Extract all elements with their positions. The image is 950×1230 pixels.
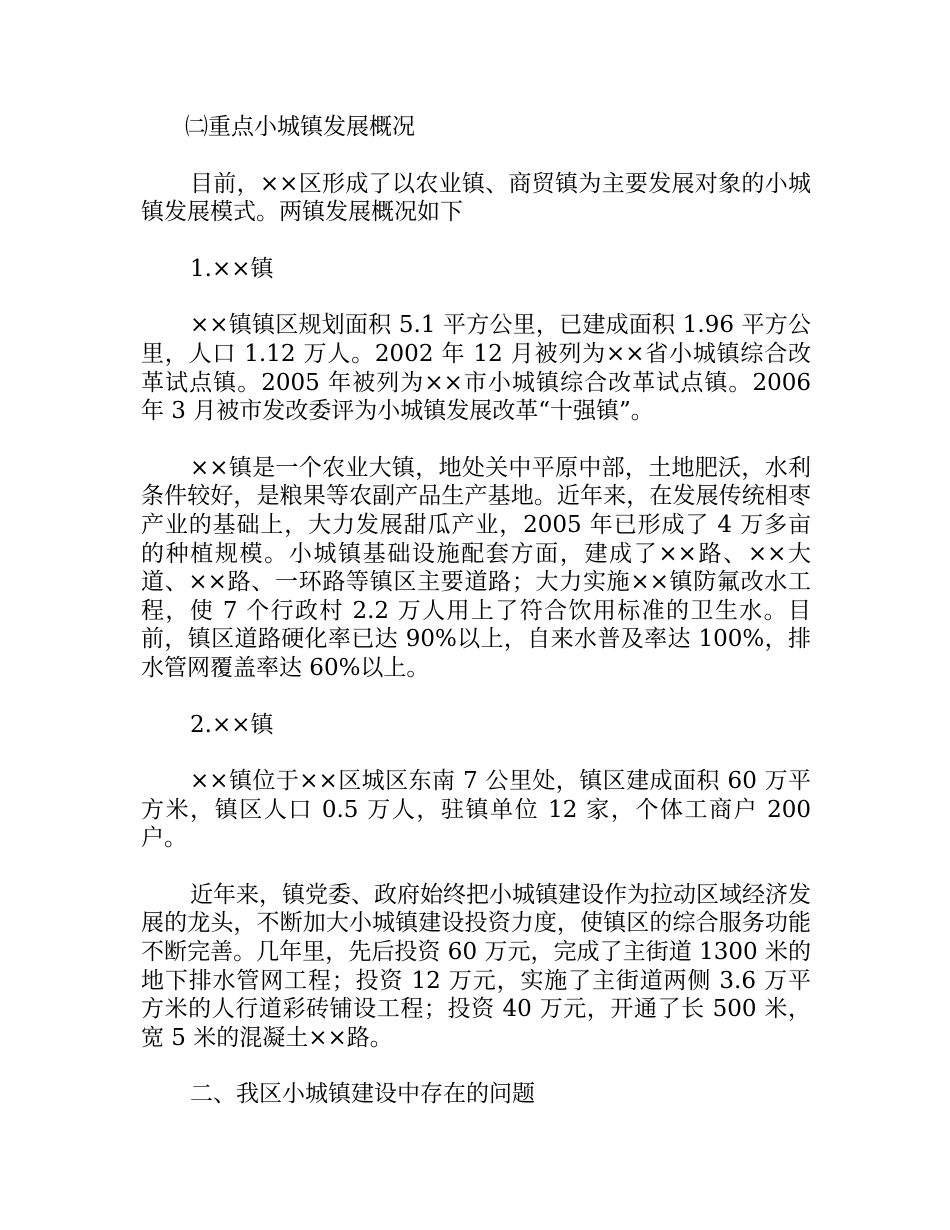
paragraph-overview: 目前，××区形成了以农业镇、商贸镇为主要发展对象的小城镇发展模式。两镇发展概况如下	[141, 170, 811, 226]
section-heading-problems: 二、我区小城镇建设中存在的问题	[190, 1081, 535, 1108]
paragraph-town-2-investment: 近年来，镇党委、政府始终把小城镇建设作为拉动区域经济发展的龙头，不断加大小城镇建设投资力度，使镇区的综合服务功能不断完善。几年里，先后投资 60 万元，完成了主街道 1300 米的地下排水管网工程；投资 12 万元，实施了主街道两侧 3.6 万平方米的人行道彩砖铺设工程；投资 40 万元，开通了长 500 米，宽 5 米的混凝土××路。	[141, 881, 811, 1051]
subheading-town-1: 1.××镇	[190, 255, 274, 282]
paragraph-town-1-agriculture: ××镇是一个农业大镇，地处关中平原中部，土地肥沃，水利条件较好，是粮果等农副产品生产基地。近年来，在发展传统相枣产业的基础上，大力发展甜瓜产业，2005 年已形成了 4 万多亩的种植规模。小城镇基础设施配套方面，建成了××路、××大道、××路、一环路等镇区主要道路；大力实施××镇防氟改水工程，使 7 个行政村 2.2 万人用上了符合饮用标准的卫生水。目前，镇区道路硬化率已达 90%以上，自来水普及率达 100%，排水管网覆盖率达 60%以上。	[141, 454, 811, 681]
subheading-town-2: 2.××镇	[190, 711, 274, 738]
paragraph-town-1-area: ××镇镇区规划面积 5.1 平方公里，已建成面积 1.96 平方公里，人口 1.12 万人。2002 年 12 月被列为××省小城镇综合改革试点镇。2005 年被列为××市小城镇综合改革试点镇。2006 年 3 月被市发改委评为小城镇发展改革“十强镇”。	[141, 312, 811, 425]
document-page	[141, 113, 811, 1137]
section-heading-key-towns: ㈡重点小城镇发展概况	[185, 114, 415, 140]
paragraph-town-2-location: ××镇位于××区城区东南 7 公里处，镇区建成面积 60 万平方米，镇区人口 0.5 万人，驻镇单位 12 家，个体工商户 200 户。	[141, 768, 811, 852]
